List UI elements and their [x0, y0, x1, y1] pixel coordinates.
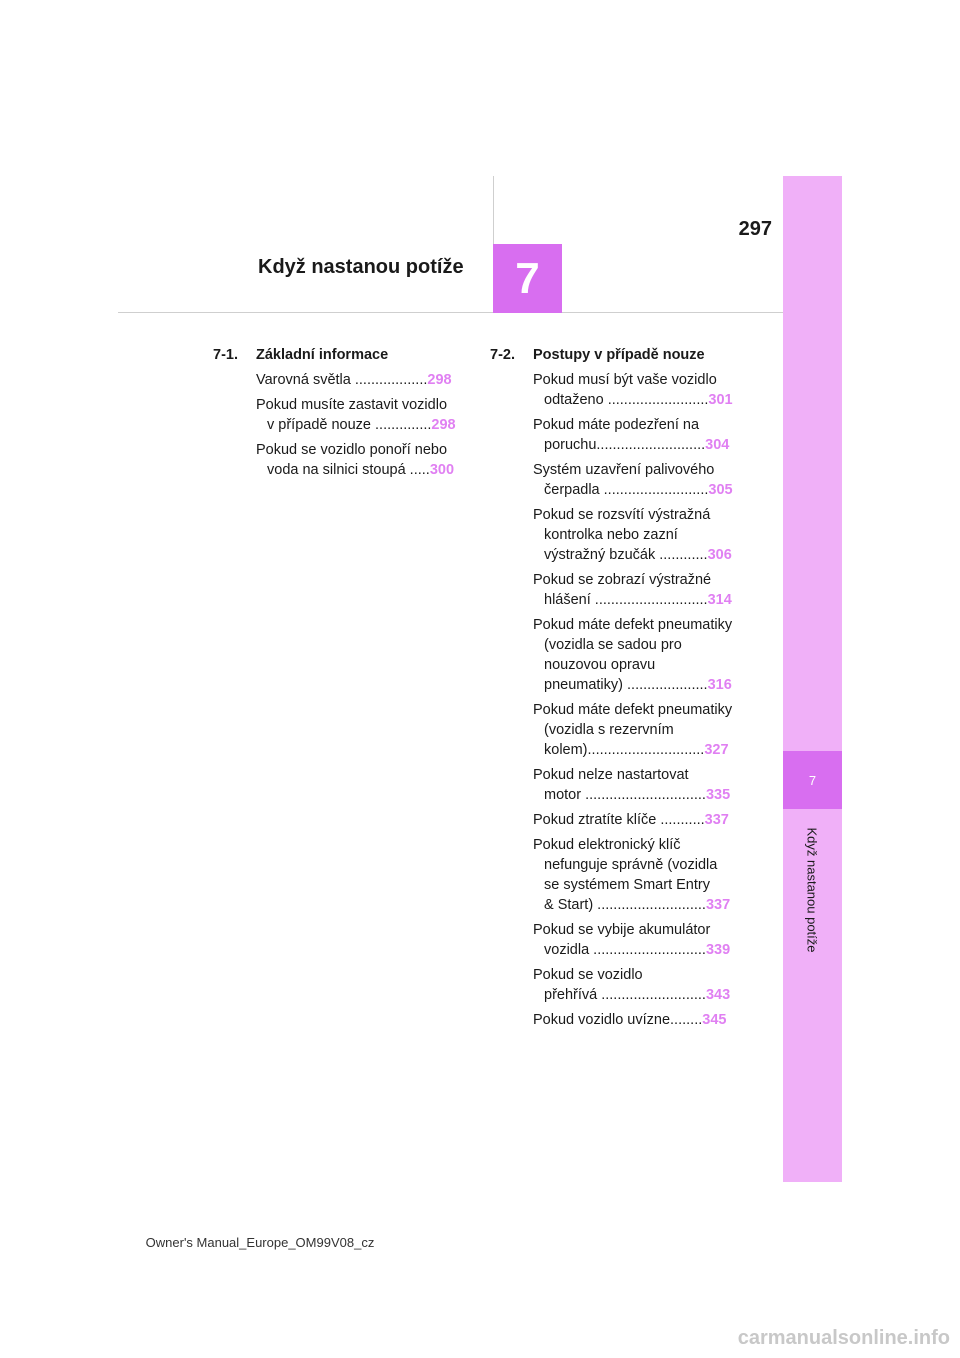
toc-entry-text: Pokud se vybije akumulátor: [533, 922, 711, 938]
toc-entry-text: Pokud nelze nastartovat: [533, 767, 689, 783]
toc-entry[interactable]: [533, 920, 740, 960]
section-heading: [213, 345, 463, 365]
toc-page-link[interactable]: 345: [702, 1012, 727, 1028]
toc-entry-text: výstražný bzučák ............: [544, 547, 708, 563]
watermark: carmanualsonline.info: [737, 1327, 950, 1349]
side-strip: [783, 176, 842, 1182]
toc-entry[interactable]: [533, 570, 740, 610]
toc-entry-text: kolem).............................: [544, 742, 705, 758]
toc-entry[interactable]: [533, 835, 740, 915]
side-chapter-tab[interactable]: [783, 751, 842, 809]
toc-entry-text: Pokud máte podezření na: [533, 417, 700, 433]
toc-entry[interactable]: [533, 765, 740, 805]
toc-entry-text: se systémem Smart Entry: [544, 877, 710, 893]
toc-page-link[interactable]: 304: [705, 437, 730, 453]
toc-entry-text: nouzovou opravu: [544, 657, 656, 673]
toc-entry[interactable]: [533, 415, 740, 455]
toc-entry-text: motor ..............................: [544, 787, 706, 803]
divider-horizontal: [118, 312, 783, 313]
toc-page-link[interactable]: 314: [707, 592, 732, 608]
toc-entry[interactable]: [533, 810, 740, 830]
toc-entry-text: Pokud vozidlo uvízne........: [533, 1012, 703, 1028]
toc-entry-text: Pokud se vozidlo ponoří nebo: [256, 442, 448, 458]
chapter-number-box: [493, 244, 562, 313]
toc-page-link[interactable]: 327: [704, 742, 729, 758]
section-heading: [490, 345, 740, 365]
toc-entry[interactable]: [533, 1010, 740, 1030]
toc-entry-text: hlášení ............................: [544, 592, 708, 608]
toc-page-link[interactable]: 316: [707, 677, 732, 693]
toc-entry[interactable]: [533, 505, 740, 565]
toc-entry-text: poruchu...........................: [544, 437, 706, 453]
toc-entry[interactable]: [256, 395, 463, 435]
toc-page-link[interactable]: 337: [704, 812, 729, 828]
toc-entry-text: přehřívá ..........................: [544, 987, 706, 1003]
toc-page-link[interactable]: 298: [427, 372, 452, 388]
toc-page-link[interactable]: 339: [705, 942, 731, 958]
divider-vertical: [493, 176, 494, 246]
section-number: 7-2.: [490, 347, 515, 363]
toc-page-link[interactable]: 301: [708, 392, 733, 408]
side-chapter-title: Když nastanou potíže: [804, 827, 820, 953]
toc-entry-text: Pokud elektronický klíč: [533, 837, 681, 853]
toc-entry-text: Varovná světla ..................: [256, 372, 428, 388]
toc-entry-text: Pokud máte defekt pneumatiky: [533, 617, 733, 633]
chapter-number: 7: [515, 253, 540, 303]
toc-entry-text: pneumatiky) ....................: [544, 677, 708, 693]
toc-entry[interactable]: [256, 440, 463, 480]
toc-entry-text: Pokud se rozsvítí výstražná: [533, 507, 711, 523]
toc-entry-text: Pokud ztratíte klíče ...........: [533, 812, 705, 828]
toc-entry-text: Systém uzavření palivového: [533, 462, 715, 478]
toc-entry-text: vozidla ............................: [544, 942, 706, 958]
section-title: Postupy v případě nouze: [533, 347, 705, 363]
toc-entry[interactable]: [256, 370, 463, 390]
section-title: Základní informace: [256, 347, 389, 363]
toc-entry-text: (vozidla se sadou pro: [544, 637, 682, 653]
toc-page-link[interactable]: 335: [705, 787, 731, 803]
toc-entry-text: voda na silnici stoupá .....: [267, 462, 430, 478]
toc-entry-text: & Start) ...........................: [544, 897, 706, 913]
toc-entry[interactable]: [533, 700, 740, 760]
toc-entry-text: Pokud musíte zastavit vozidlo: [256, 397, 448, 413]
toc-section-7-2: [490, 345, 740, 1035]
toc-entry-text: Pokud máte defekt pneumatiky: [533, 702, 733, 718]
toc-entry-text: Pokud se vozidlo: [533, 967, 643, 983]
toc-section-7-1: [213, 345, 463, 485]
toc-entry-text: nefunguje správně (vozidla: [544, 857, 718, 873]
chapter-title: Když nastanou potíže: [258, 256, 464, 278]
toc-entry-text: odtaženo .........................: [544, 392, 709, 408]
toc-entry-text: čerpadla ..........................: [544, 482, 709, 498]
toc-entry-text: (vozidla s rezervním: [544, 722, 674, 738]
toc-entry-text: Pokud musí být vaše vozidlo: [533, 372, 717, 388]
toc-entry-text: Pokud se zobrazí výstražné: [533, 572, 712, 588]
toc-entry-text: v případě nouze ..............: [267, 417, 432, 433]
toc-entry[interactable]: [533, 615, 740, 695]
toc-page-link[interactable]: 337: [705, 897, 731, 913]
toc-entry[interactable]: [533, 460, 740, 500]
toc-page-link[interactable]: 343: [705, 987, 731, 1003]
toc-entry-text: kontrolka nebo zazní: [544, 527, 678, 543]
toc-page-link[interactable]: 306: [707, 547, 732, 563]
toc-entry[interactable]: [533, 965, 740, 1005]
toc-entry[interactable]: [533, 370, 740, 410]
side-chapter-number: 7: [808, 772, 817, 788]
toc-page-link[interactable]: 298: [431, 417, 456, 433]
section-number: 7-1.: [213, 347, 238, 363]
footer-text: Owner's Manual_Europe_OM99V08_cz: [145, 1235, 375, 1250]
toc-page-link[interactable]: 305: [708, 482, 733, 498]
toc-page-link[interactable]: 300: [429, 462, 455, 478]
page-number: 297: [738, 218, 772, 240]
